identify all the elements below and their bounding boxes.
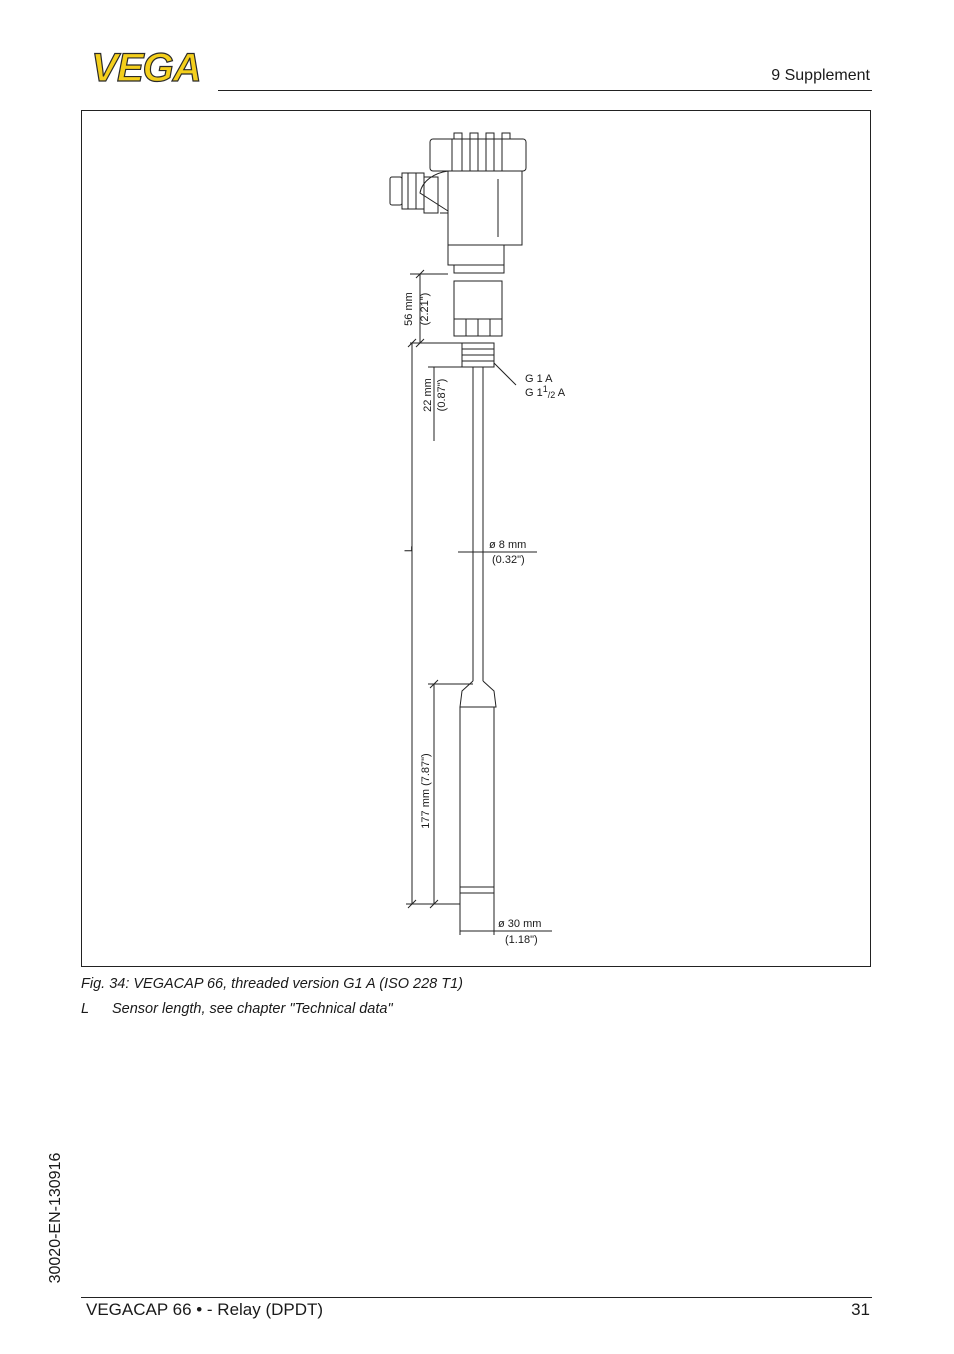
legend-text: Sensor length, see chapter "Technical data" xyxy=(112,1001,393,1017)
measuring-tube xyxy=(460,681,496,893)
thread-height-mm-label: 22 mm xyxy=(422,378,434,412)
document-code: 30020-EN-130916 xyxy=(47,1152,64,1284)
thread-option-2-label xyxy=(525,384,566,400)
thread-callout-leader xyxy=(494,363,516,385)
housing-body xyxy=(420,171,522,245)
housing-height-in-label: (2.21") xyxy=(419,292,431,326)
footer-rule xyxy=(81,1297,872,1298)
thread xyxy=(462,343,494,367)
vega-logo xyxy=(80,50,212,84)
housing-neck xyxy=(448,245,504,273)
header-rule xyxy=(218,90,872,91)
housing-height-mm-label: 56 mm xyxy=(403,292,415,326)
footer-product-title: VEGACAP 66 • - Relay (DPDT) xyxy=(86,1300,324,1319)
dimension-tube-length xyxy=(428,680,473,908)
thread-option-2-sub: /2 xyxy=(547,390,556,400)
figure-legend-item xyxy=(81,1001,393,1017)
vega-logo-wordmark: VEGA xyxy=(91,50,201,84)
tube-length-label: 177 mm (7.87") xyxy=(420,753,432,829)
sensor-length-label: L xyxy=(403,545,415,553)
section-title: 9 Supplement xyxy=(771,67,870,84)
process-fitting xyxy=(454,281,502,336)
figure-frame xyxy=(81,110,871,967)
thread-option-2-tail: A xyxy=(555,387,566,399)
tube-diameter-mm-label: ø 30 mm xyxy=(498,918,542,930)
dimension-sensor-length xyxy=(406,339,460,908)
rod-diameter-mm-label: ø 8 mm xyxy=(489,539,527,551)
page-number: 31 xyxy=(851,1300,870,1319)
technical-drawing xyxy=(82,111,872,968)
probe-rod xyxy=(473,367,483,681)
thread-option-2-sup: 1 xyxy=(542,384,548,394)
rod-diameter-in-label: (0.32") xyxy=(492,554,525,566)
thread-height-in-label: (0.87") xyxy=(436,378,448,412)
cable-gland xyxy=(390,173,438,213)
housing-lid xyxy=(430,133,526,171)
thread-option-2-main: G 1 xyxy=(525,387,543,399)
figure-caption: Fig. 34: VEGACAP 66, threaded version G1 A (ISO 228 T1) xyxy=(81,976,464,992)
legend-key: L xyxy=(81,1001,90,1017)
thread-option-1-label: G 1 A xyxy=(525,373,553,385)
tube-diameter-in-label: (1.18") xyxy=(505,934,538,946)
